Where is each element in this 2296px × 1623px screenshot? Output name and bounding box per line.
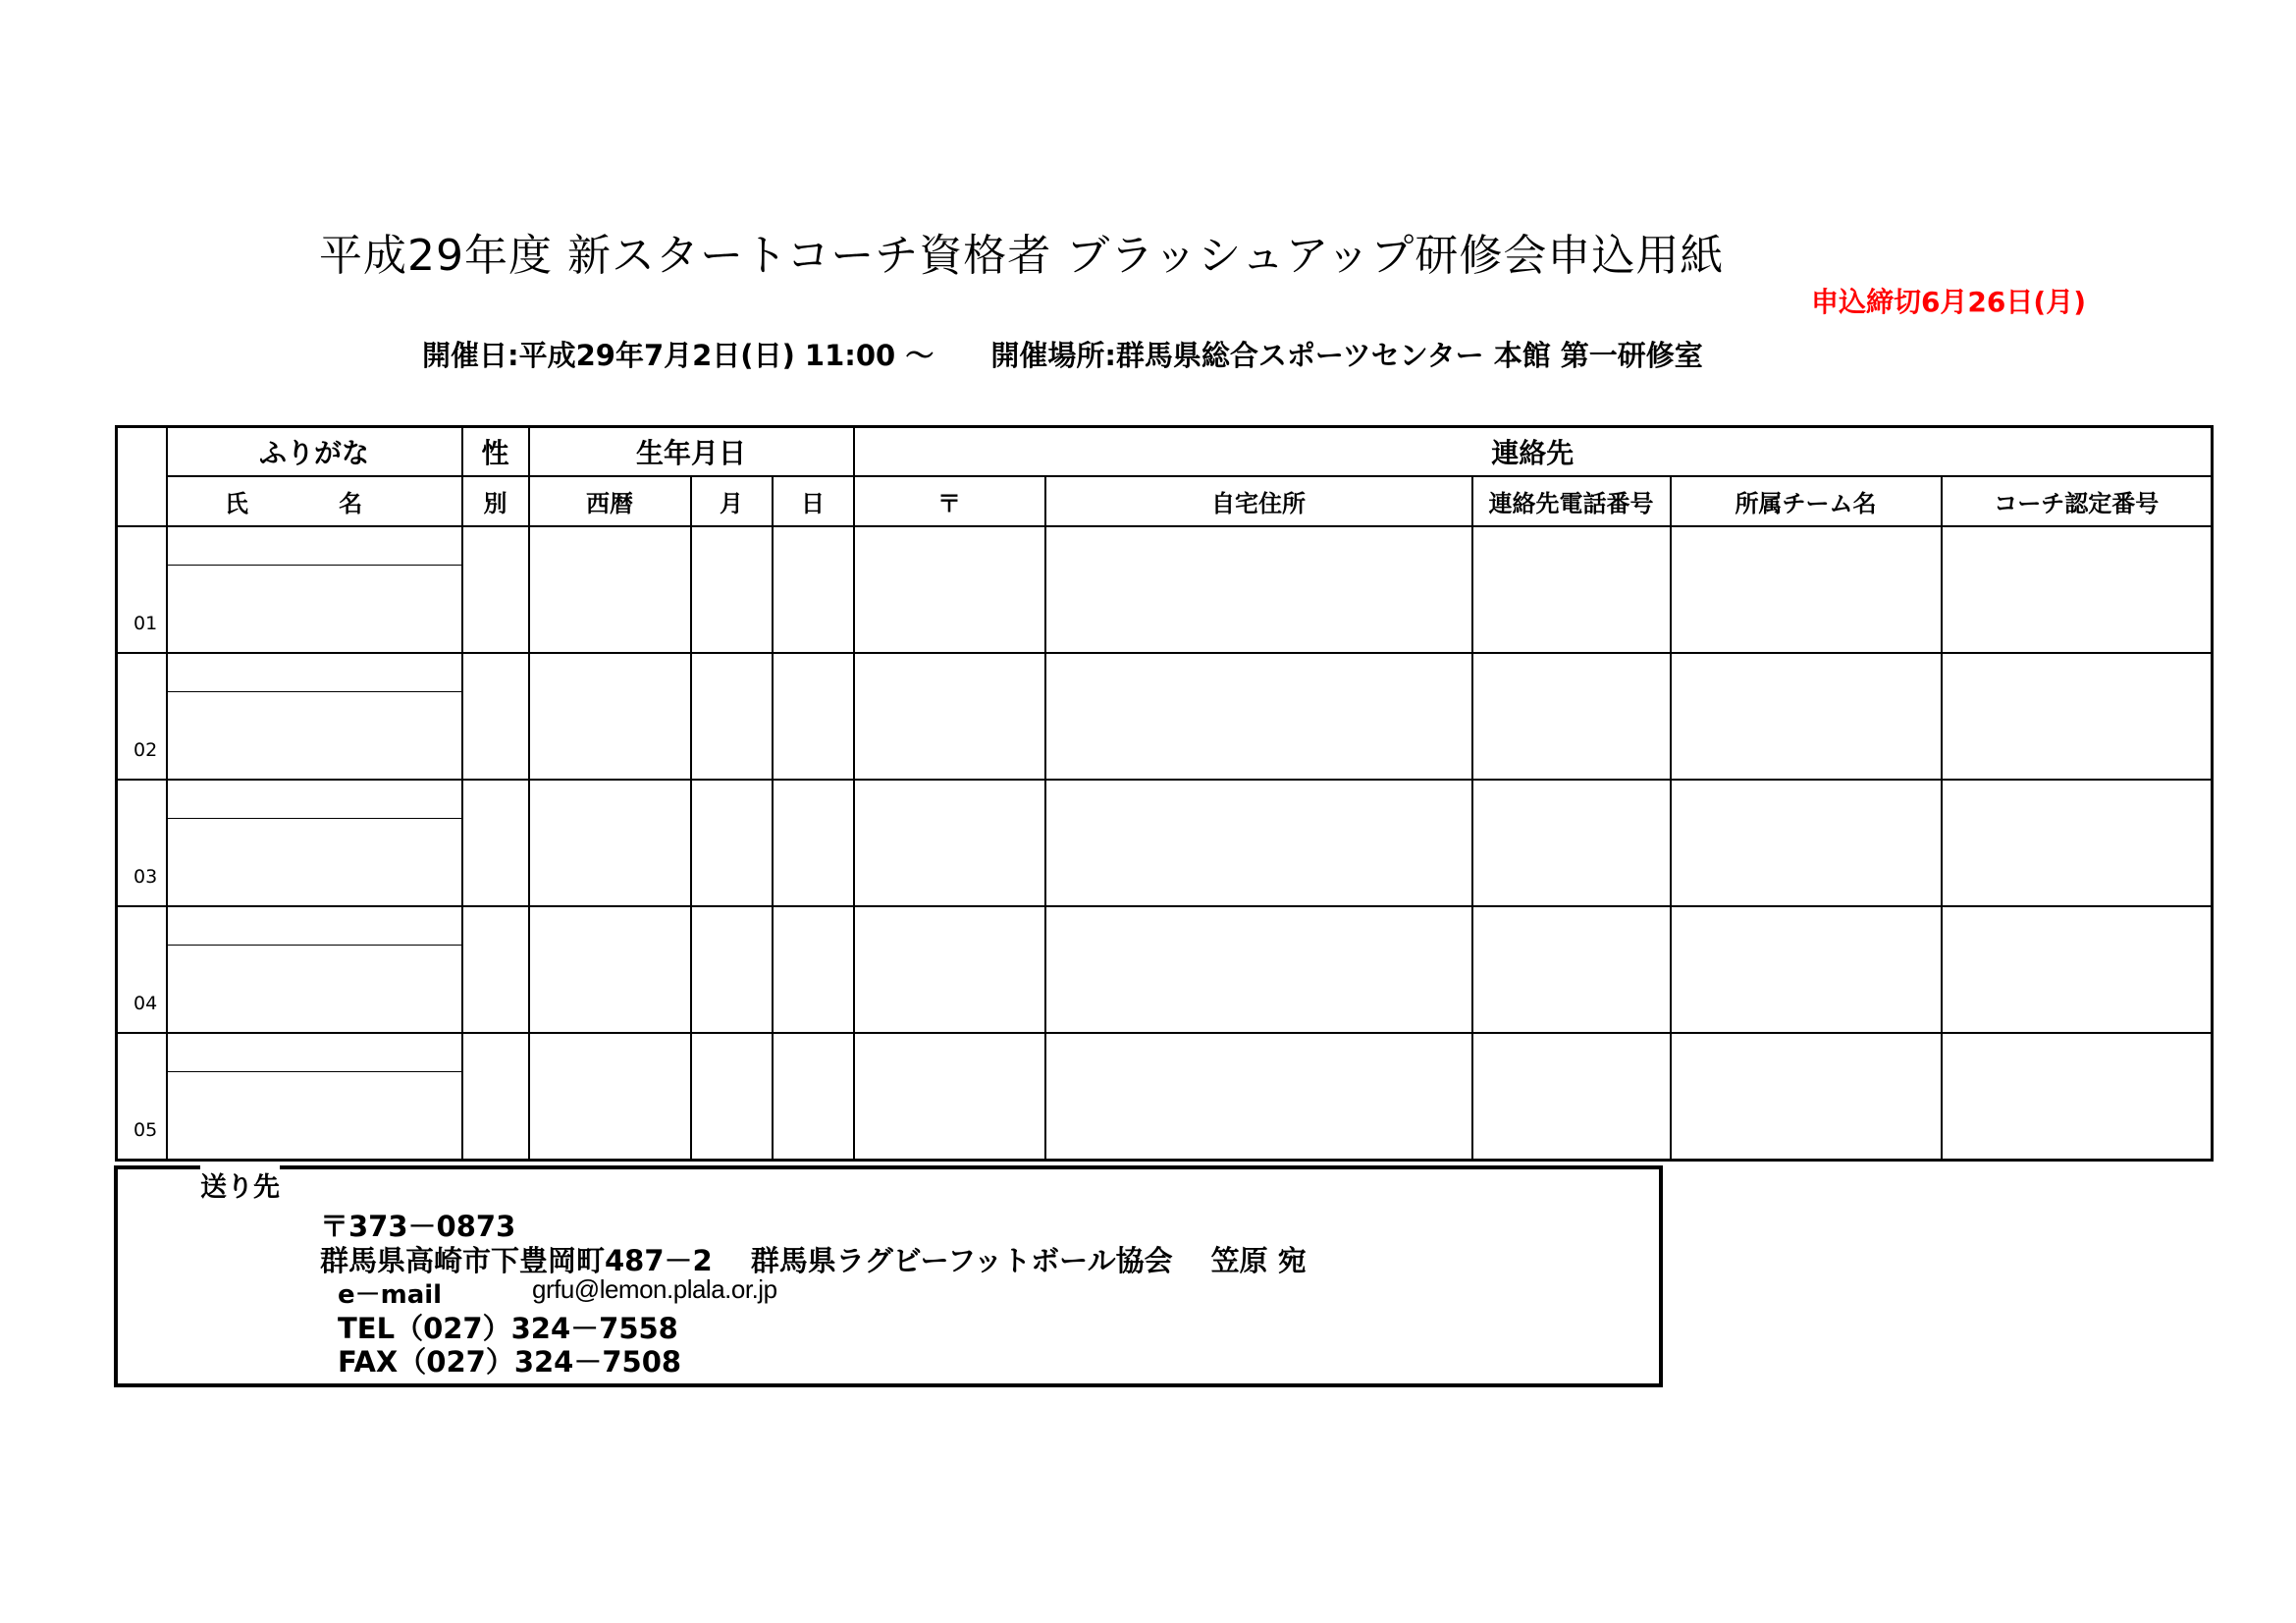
send-to-address: 群馬県高崎市下豊岡町487－2 群馬県ラグビーフットボール協会 笠原 宛: [320, 1244, 1307, 1277]
postal-field[interactable]: [854, 1033, 1045, 1161]
send-to-label-rule: [314, 1165, 461, 1169]
day-header: 日: [773, 476, 854, 526]
phone-field[interactable]: [1472, 526, 1671, 653]
postal-header: 〒: [854, 476, 1045, 526]
sex-field[interactable]: [462, 906, 529, 1033]
row-number: 01: [117, 526, 167, 653]
team-field[interactable]: [1671, 906, 1942, 1033]
postal-field[interactable]: [854, 526, 1045, 653]
sex-field[interactable]: [462, 526, 529, 653]
phone-field[interactable]: [1472, 1033, 1671, 1161]
phone-field[interactable]: [1472, 780, 1671, 906]
furigana-header: ふりがな: [167, 427, 462, 477]
day-field[interactable]: [773, 780, 854, 906]
send-to-label: 送り先: [200, 1165, 280, 1204]
name-field[interactable]: [168, 566, 461, 634]
row-number-header: [117, 427, 167, 527]
postal-field[interactable]: [854, 780, 1045, 906]
day-field[interactable]: [773, 526, 854, 653]
name-cell[interactable]: [167, 526, 462, 653]
email-address[interactable]: grfu@lemon.plala.or.jp: [532, 1274, 777, 1304]
coach-number-field[interactable]: [1942, 906, 2213, 1033]
event-date: 開催日:平成29年7月2日(日) 11:00 ～: [422, 339, 934, 372]
address-field[interactable]: [1045, 780, 1472, 906]
year-field[interactable]: [529, 653, 691, 780]
furigana-field[interactable]: [168, 907, 461, 946]
sex-field[interactable]: [462, 780, 529, 906]
send-to-tel: TEL（027）324－7558: [338, 1312, 678, 1345]
send-to-fax: FAX（027）324－7508: [338, 1345, 682, 1379]
event-info: [422, 334, 1703, 374]
application-table: [115, 425, 2214, 1162]
team-field[interactable]: [1671, 526, 1942, 653]
year-field[interactable]: [529, 780, 691, 906]
coach-number-field[interactable]: [1942, 780, 2213, 906]
month-field[interactable]: [691, 526, 773, 653]
furigana-field[interactable]: [168, 654, 461, 692]
address-header: 自宅住所: [1045, 476, 1472, 526]
address-field[interactable]: [1045, 526, 1472, 653]
sex-header-bottom: 別: [462, 476, 529, 526]
row-number: 05: [117, 1033, 167, 1161]
table-row: [117, 526, 2213, 653]
event-place: 開催場所:群馬県総合スポーツセンター 本館 第一研修室: [990, 339, 1703, 372]
table-row: [117, 780, 2213, 906]
email-label: e－mail: [338, 1280, 443, 1310]
month-field[interactable]: [691, 1033, 773, 1161]
team-header: 所属チーム名: [1671, 476, 1942, 526]
name-field[interactable]: [168, 819, 461, 888]
coach-number-field[interactable]: [1942, 653, 2213, 780]
phone-field[interactable]: [1472, 653, 1671, 780]
year-header: 西暦: [529, 476, 691, 526]
postal-field[interactable]: [854, 653, 1045, 780]
coach-number-field[interactable]: [1942, 1033, 2213, 1161]
sex-field[interactable]: [462, 653, 529, 780]
name-cell[interactable]: [167, 1033, 462, 1161]
table-row: [117, 906, 2213, 1033]
address-field[interactable]: [1045, 906, 1472, 1033]
row-number: 02: [117, 653, 167, 780]
coach-number-field[interactable]: [1942, 526, 2213, 653]
furigana-field[interactable]: [168, 781, 461, 819]
year-field[interactable]: [529, 906, 691, 1033]
name-field[interactable]: [168, 692, 461, 761]
name-field[interactable]: [168, 1072, 461, 1141]
name-cell[interactable]: [167, 780, 462, 906]
month-field[interactable]: [691, 653, 773, 780]
name-header: 氏 名: [167, 476, 462, 526]
postal-field[interactable]: [854, 906, 1045, 1033]
furigana-field[interactable]: [168, 1034, 461, 1072]
row-number: 03: [117, 780, 167, 906]
day-field[interactable]: [773, 653, 854, 780]
month-header: 月: [691, 476, 773, 526]
team-field[interactable]: [1671, 653, 1942, 780]
contact-header: 連絡先: [854, 427, 2213, 477]
send-to-postal: 〒373－0873: [320, 1210, 516, 1243]
team-field[interactable]: [1671, 1033, 1942, 1161]
sex-header-top: 性: [462, 427, 529, 477]
name-cell[interactable]: [167, 653, 462, 780]
phone-header: 連絡先電話番号: [1472, 476, 1671, 526]
row-number: 04: [117, 906, 167, 1033]
furigana-field[interactable]: [168, 527, 461, 566]
team-field[interactable]: [1671, 780, 1942, 906]
document-title: 平成29年度 新スタートコーチ資格者 ブラッシュアップ研修会申込用紙: [319, 231, 1725, 281]
coach-number-header: コーチ認定番号: [1942, 476, 2213, 526]
address-field[interactable]: [1045, 1033, 1472, 1161]
year-field[interactable]: [529, 526, 691, 653]
day-field[interactable]: [773, 906, 854, 1033]
sex-field[interactable]: [462, 1033, 529, 1161]
table-row: [117, 1033, 2213, 1161]
month-field[interactable]: [691, 906, 773, 1033]
year-field[interactable]: [529, 1033, 691, 1161]
address-field[interactable]: [1045, 653, 1472, 780]
month-field[interactable]: [691, 780, 773, 906]
table-row: [117, 653, 2213, 780]
day-field[interactable]: [773, 1033, 854, 1161]
name-field[interactable]: [168, 946, 461, 1014]
deadline-notice: 申込締切6月26日(月): [1810, 286, 2086, 318]
birthdate-header: 生年月日: [529, 427, 854, 477]
phone-field[interactable]: [1472, 906, 1671, 1033]
send-to-box: [114, 1165, 1663, 1387]
name-cell[interactable]: [167, 906, 462, 1033]
